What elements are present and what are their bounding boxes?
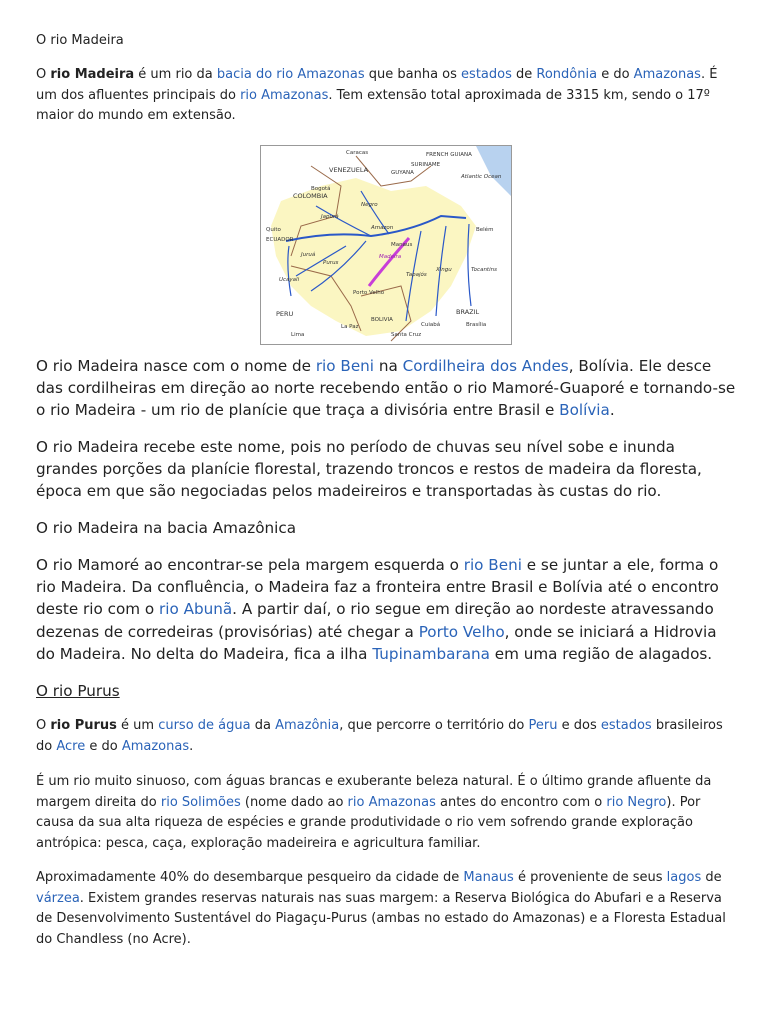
paragraph-purus-reserves: Aproximadamente 40% do desembarque pesqueiro da cidade de Manaus é proveniente de seus lagos de várzea. Existem grandes reservas naturais nas suas margem: a Reserva Biológica do Abufari e a Reserva de Desenvolvimento Sustentável do Piagaçu-Purus (ambas no estado do Amazonas) e a Floresta Estadual do Chandless (no Acre). (36, 870, 726, 947)
link-rio-amazonas[interactable]: rio Amazonas (240, 87, 329, 103)
map-label-caracas: Caracas (346, 150, 369, 156)
link-rondonia[interactable]: Rondônia (536, 67, 598, 82)
map-label-amazon: Amazon (371, 225, 394, 231)
map-label-brasilia: Brasília (466, 322, 487, 328)
link-rio-amazonas-2[interactable]: rio Amazonas (347, 794, 436, 810)
link-manaus[interactable]: Manaus (463, 870, 514, 885)
heading-madeira-bacia: O rio Madeira na bacia Amazônica (36, 519, 297, 537)
map-label-jurua: Juruá (301, 252, 316, 258)
map-label-ecuador: ECUADOR (266, 237, 294, 243)
map-label-lima: Lima (291, 332, 305, 338)
map-label-ucayali: Ucayali (279, 277, 300, 283)
map-label-venezuela: VENEZUELA (329, 166, 369, 174)
link-rio-beni-2[interactable]: rio Beni (463, 556, 522, 574)
map-label-cuiaba: Cuiabá (421, 322, 441, 328)
link-estados-2[interactable]: estados (600, 718, 652, 733)
map-label-colombia: COLOMBIA (293, 192, 328, 200)
map-label-xingu: Xingu (436, 267, 452, 273)
link-acre[interactable]: Acre (56, 738, 86, 754)
map-label-japura: Japurá (321, 214, 339, 220)
link-bacia-rio-amazonas[interactable]: bacia do rio Amazonas (216, 67, 365, 82)
map-label-brazil: BRAZIL (456, 308, 480, 316)
link-rio-beni[interactable]: rio Beni (315, 357, 375, 375)
paragraph-purus-description: É um rio muito sinuoso, com águas brancas e exuberante beleza natural. É o último grande afluente da margem direita do rio Solimões (nome dado ao rio Amazonas antes do encontro com o rio Negro). Por causa da sua alta riqueza de espécies e grande produtividade o rio vem sofrendo grande exploração antrópica: pesca, caça, exploração madeireira e agricultura familiar. (36, 774, 712, 851)
map-label-suriname: SURINAME (411, 162, 441, 168)
map-label-manaus: Manaus (391, 242, 413, 248)
link-rio-abuna[interactable]: rio Abunã (159, 600, 233, 619)
amazon-basin-map-svg (261, 146, 511, 344)
map-label-atlantic: Atlantic Ocean (461, 174, 502, 180)
map-label-negro: Negro (361, 202, 378, 208)
link-cordilheira-andes[interactable]: Cordilheira dos Andes (402, 357, 569, 375)
link-curso-de-agua[interactable]: curso de água (158, 718, 251, 733)
link-amazonas-2[interactable]: Amazonas (121, 738, 190, 754)
link-lagos[interactable]: lagos (666, 870, 702, 885)
map-label-peru: PERU (276, 310, 294, 318)
link-rio-negro[interactable]: rio Negro (606, 794, 667, 810)
paragraph-madeira-name: O rio Madeira recebe este nome, pois no período de chuvas seu nível sobe e inunda grandes porções da planície florestal, trazendo troncos e restos de madeira da floresta, época em que são negociadas pelos madeireiros e transportadas às custas do rio. (36, 438, 702, 501)
link-tupinambarana[interactable]: Tupinambarana (372, 644, 490, 663)
map-label-french-guiana: FRENCH GUIANA (426, 152, 472, 158)
map-label-bolivia: BOLIVIA (371, 317, 393, 323)
map-label-quito: Quito (266, 227, 281, 233)
link-rio-solimoes[interactable]: rio Solimões (160, 794, 241, 810)
bold-rio-madeira: rio Madeira (50, 67, 135, 82)
paragraph-madeira-origin: O rio Madeira nasce com o nome de rio Beni na Cordilheira dos Andes, Bolívia. Ele desce das cordilheiras em direção ao norte recebendo então o rio Mamoré-Guaporé e tornando-se o rio Madeira - um rio de planície que traça a divisória entre Brasil e Bolívia. (36, 357, 736, 420)
map-label-bogota: Bogotá (311, 186, 331, 192)
link-varzea[interactable]: várzea (36, 890, 80, 906)
page-title: O rio Madeira (36, 33, 124, 48)
map-label-tapajos: Tapajós (406, 272, 427, 278)
link-bolivia[interactable]: Bolívia (559, 401, 610, 420)
map-label-porto-velho: Porto Velho (353, 290, 385, 296)
map-label-purus: Purus (323, 260, 339, 266)
link-amazonia[interactable]: Amazônia (275, 718, 340, 733)
paragraph-mamore: O rio Mamoré ao encontrar-se pela margem esquerda o rio Beni e se juntar a ele, forma o rio Madeira. Da confluência, o Madeira faz a fronteira entre Brasil e Bolívia até o encontro deste rio com o rio Abunã. A partir daí, o rio segue em direção ao nordeste atravessando dezenas de corredeiras (provisórias) até chegar a Porto Velho, onde se iniciará a Hidrovia do Madeira. No delta do Madeira, fica a ilha Tupinambarana em uma região de alagados. (36, 556, 719, 663)
map-label-belem: Belém (476, 227, 494, 233)
heading-rio-purus: O rio Purus (36, 682, 120, 700)
paragraph-purus-intro: O rio Purus é um curso de água da Amazônia, que percorre o território do Peru e dos estados brasileiros do Acre e do Amazonas. (36, 718, 723, 754)
map-label-madeira: Madeira (379, 254, 402, 260)
link-peru[interactable]: Peru (528, 718, 558, 733)
map-label-la-paz: La Paz (341, 324, 359, 330)
map-label-tocantins: Tocantins (471, 267, 497, 273)
amazon-basin-map (260, 145, 512, 345)
link-estados[interactable]: estados (461, 67, 512, 82)
link-porto-velho[interactable]: Porto Velho (418, 622, 505, 641)
bold-rio-purus: rio Purus (50, 718, 117, 733)
link-amazonas[interactable]: Amazonas (633, 67, 701, 82)
map-label-guyana: GUYANA (391, 170, 414, 176)
map-label-santa-cruz: Santa Cruz (391, 332, 422, 338)
paragraph-madeira-intro: O rio Madeira é um rio da bacia do rio Amazonas que banha os estados de Rondônia e do Amazonas. É um dos afluentes principais do rio Amazonas. Tem extensão total aproximada de 3315 km, sendo o 17º maior do mundo em extensão. (36, 67, 718, 123)
